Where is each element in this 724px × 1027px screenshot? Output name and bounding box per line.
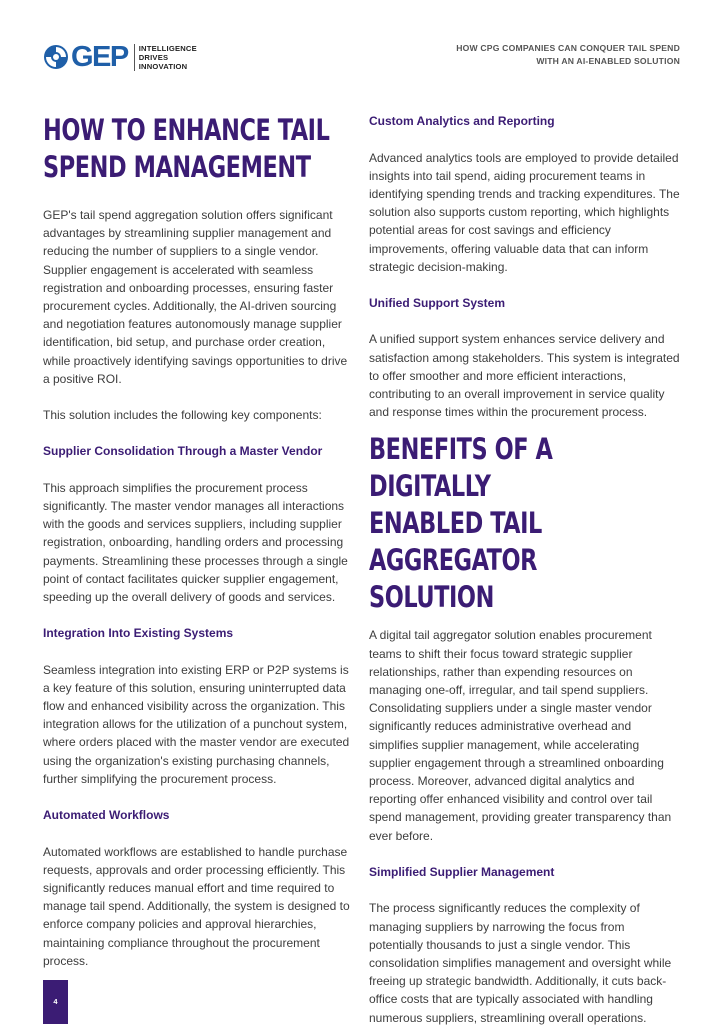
page-number: 4 bbox=[53, 997, 58, 1006]
right-column bbox=[369, 112, 681, 1027]
left-column bbox=[43, 112, 355, 970]
heading-line: SPEND MANAGEMENT bbox=[43, 150, 311, 184]
logo-wordmark: GEP bbox=[71, 41, 128, 73]
gep-logo bbox=[43, 42, 197, 72]
section-heading-benefits bbox=[369, 431, 679, 616]
paragraph-integration: Seamless integration into existing ERP or P2P systems is a key feature of this solution, ensuring uninterrupted data flow and enhanced visibility across the organization. This integration allows for the utilization of a punchout system, where orders placed with the master vendor are executed using the organization's existing purchasing channels, further simplifying the procurement process. bbox=[43, 662, 350, 786]
paragraph-unified-support: A unified support system enhances service delivery and satisfaction among stakeholders. This system is integrated to offer smoother and more efficient interactions, contributing to an overall improvement in service quality and response times within the procurement process. bbox=[369, 332, 680, 420]
tagline-line: INNOVATION bbox=[138, 61, 188, 71]
subheading-automated-workflows: Automated Workflows bbox=[43, 808, 170, 823]
heading-line: BENEFITS OF A DIGITALLY bbox=[369, 432, 553, 504]
document-title bbox=[456, 42, 680, 68]
tagline-line: INTELLIGENCE bbox=[138, 43, 197, 53]
section-heading-enhance bbox=[43, 112, 353, 186]
subheading-simplified-supplier-management: Simplified Supplier Management bbox=[369, 864, 555, 879]
document-title-line: WITH AN AI-ENABLED SOLUTION bbox=[536, 56, 680, 66]
components-intro: This solution includes the following key components: bbox=[43, 408, 322, 423]
document-title-line: HOW CPG COMPANIES CAN CONQUER TAIL SPEND bbox=[456, 43, 680, 53]
subheading-unified-support: Unified Support System bbox=[369, 295, 506, 310]
subheading-custom-analytics: Custom Analytics and Reporting bbox=[369, 114, 555, 128]
heading-line: HOW TO ENHANCE TAIL bbox=[43, 113, 330, 147]
subheading-integration: Integration Into Existing Systems bbox=[43, 626, 234, 641]
subheading-supplier-consolidation: Supplier Consolidation Through a Master Vendor bbox=[43, 444, 323, 459]
paragraph-simplified-supplier-management: The process significantly reduces the complexity of managing suppliers by narrowing the focus from potentially thousands to just a single vendor. This consolidation simplifies management and oversight while freeing up strategic bandwidth. Additionally, it cuts back-office costs that are typically associated with handling numerous suppliers, streamlining overall operations. bbox=[369, 901, 672, 1025]
paragraph-automated-workflows: Automated workflows are established to handle purchase requests, approvals and order processing efficiently. This significantly reduces manual effort and time required to manage tail spend. Additionally, the system is designed to enforce company policies and approval hierarchies, maintaining compliance throughout the procurement process. bbox=[43, 844, 350, 968]
paragraph-supplier-consolidation: This approach simplifies the procurement process significantly. The master vendor manages all interactions with the goods and services suppliers, including supplier registration, onboarding, handling orders and processing payments. Streamlining these processes through a single point of contact facilitates quicker supplier engagement, speeding up the overall delivery of goods and services. bbox=[43, 480, 348, 604]
gep-swirl-icon bbox=[43, 44, 69, 70]
heading-line: SOLUTION bbox=[369, 580, 494, 615]
page-number-tab bbox=[43, 980, 68, 1024]
logo-tagline bbox=[134, 44, 197, 71]
heading-line: ENABLED TAIL AGGREGATOR bbox=[369, 506, 542, 578]
intro-paragraph: GEP's tail spend aggregation solution offers significant advantages by streamlining supplier management and reducing the number of suppliers to a single vendor. Supplier engagement is accelerated with seamless registration and onboarding processes, ensuring faster procurement cycles. Additionally, the AI-driven sourcing and negotiation features autonomously manage supplier identification, bid setup, and purchase order creation, while proactively identifying savings opportunities to drive a positive ROI. bbox=[43, 208, 348, 386]
paragraph-benefits: A digital tail aggregator solution enables procurement teams to shift their focus toward strategic supplier relationships, rather than expending resources on managing one-off, irregular, and tail spend suppliers. Consolidating suppliers under a single master vendor significantly reduces administrative overhead and simplifies supplier management, while accelerating supplier engagement through a streamlined onboarding process. Moreover, advanced digital analytics and reporting offer enhanced visibility and control over tail spend management, providing greater transparency than ever before. bbox=[369, 628, 672, 843]
paragraph-custom-analytics: Advanced analytics tools are employed to provide detailed insights into tail spend, aiding procurement teams in identifying spending trends and tracking expenditures. The solution also supports custom reporting, which highlights potential areas for cost savings and efficiency improvements, offering valuable data that can inform strategic decision-making. bbox=[369, 150, 680, 274]
tagline-line: DRIVES bbox=[138, 52, 169, 62]
